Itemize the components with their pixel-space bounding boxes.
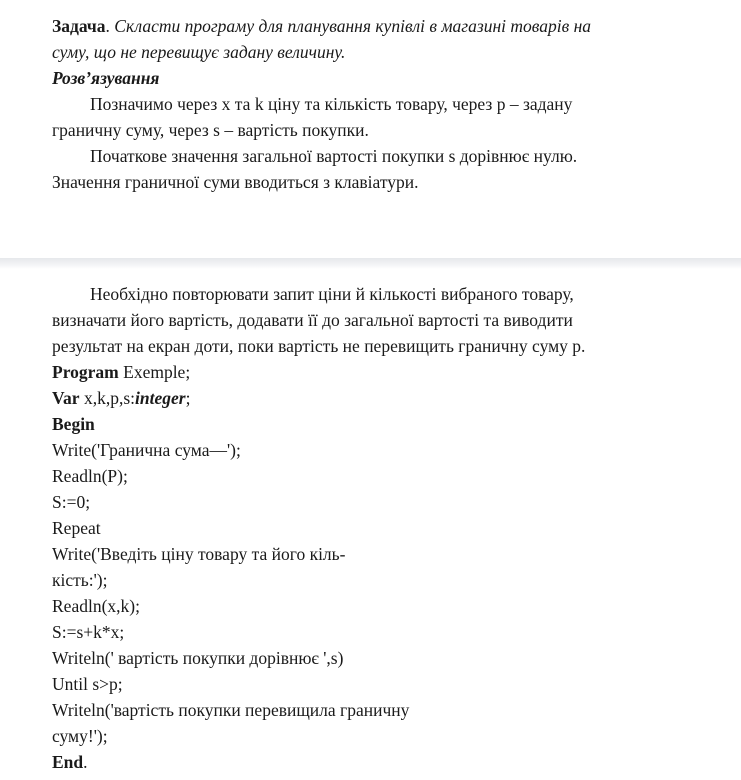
page-divider — [0, 258, 741, 269]
end-punct: . — [83, 752, 88, 772]
code-line: Readln(x,k); — [52, 596, 140, 616]
code-begin-line: Begin — [52, 414, 95, 434]
continuation-block — [52, 281, 712, 775]
task-text: Скласти програму для планування купівлі в магазині товарів на — [114, 16, 591, 36]
code-line: Repeat — [52, 518, 101, 538]
solution-paragraph-1-line-2: граничну суму, через s – вартість покупки. — [52, 120, 369, 140]
var-keyword: Var — [52, 388, 80, 408]
code-line: Writeln('вартість покупки перевищила граничну — [52, 700, 410, 720]
solution-paragraph-2-line-2: Значення граничної суми вводиться з клавіатури. — [52, 172, 419, 192]
code-program-line — [52, 359, 712, 385]
continuation-line-3: результат на екран доти, поки вартість не перевищить граничну суму p. — [52, 336, 586, 356]
var-type: integer — [135, 388, 186, 408]
code-line: Writeln(' вартість покупки дорівнює ',s) — [52, 648, 344, 668]
task-label: Задача — [52, 16, 106, 36]
code-line: Write('Введіть ціну товару та його кіль- — [52, 544, 346, 564]
code-line: S:=s+k*x; — [52, 622, 125, 642]
code-end-line — [52, 749, 712, 775]
continuation-line-1: Необхідно повторювати запит ціни й кількості вибраного товару, — [90, 284, 574, 304]
solution-heading: Розв’язування — [52, 68, 160, 88]
code-var-line — [52, 385, 712, 411]
code-line: Readln(P); — [52, 466, 128, 486]
task-line-1: Задача. Скласти програму для планування купівлі в магазині товарів на — [52, 16, 591, 36]
code-line: суму!'); — [52, 726, 108, 746]
end-keyword: End — [52, 752, 84, 772]
program-name: Exemple; — [118, 362, 191, 382]
task-block — [52, 13, 712, 195]
code-line: Write('Гранична сума—'); — [52, 440, 241, 460]
var-end: ; — [185, 388, 191, 408]
program-keyword: Program — [52, 362, 119, 382]
code-line: S:=0; — [52, 492, 91, 512]
var-names: x,k,p,s: — [79, 388, 135, 408]
code-line: кість:'); — [52, 570, 108, 590]
solution-paragraph-2-line-1: Початкове значення загальної вартості покупки s дорівнює нулю. — [90, 146, 578, 166]
continuation-line-2: визначати його вартість, додавати її до загальної вартості та виводити — [52, 310, 573, 330]
task-line-2: суму, що не перевищує задану величину. — [52, 42, 346, 62]
code-line: Until s>p; — [52, 674, 123, 694]
solution-paragraph-1-line-1: Позначимо через x та k ціну та кількість товару, через p – задану — [90, 94, 573, 114]
